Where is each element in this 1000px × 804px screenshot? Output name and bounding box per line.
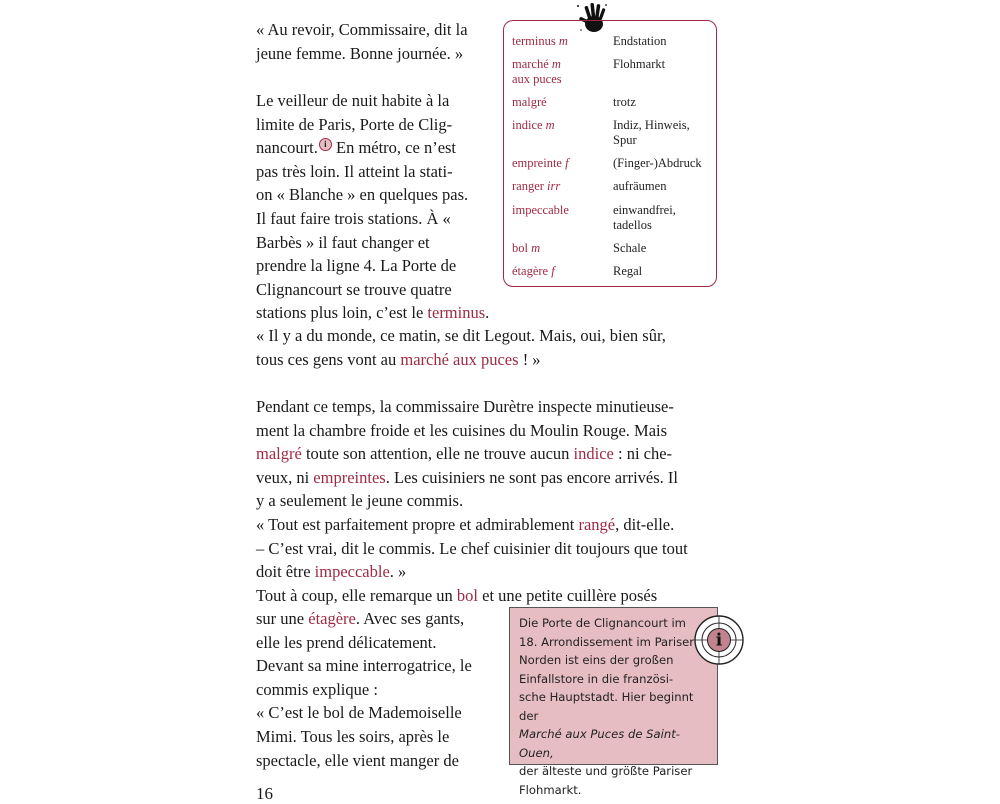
text-line: on « Blanche » en quelques pas. — [256, 185, 469, 205]
term: ranger — [512, 179, 544, 193]
glossary-entry — [512, 95, 712, 110]
info-line: Norden ist eins der großen — [519, 653, 674, 667]
text-line: Pendant ce temps, la commissaire Durètre inspecte minutieuse- — [256, 397, 674, 416]
text-line: « Tout est parfaitement propre et admirablement rangé, dit-elle. — [256, 514, 675, 534]
translation: trotz — [613, 95, 636, 109]
glossary-entry: étagère f Regal — [512, 264, 712, 279]
text-line: veux, ni empreintes. Les cuisiniers ne sont pas encore arrivés. Il — [256, 467, 679, 487]
text-line: pas très loin. Il atteint la stati- — [256, 161, 453, 181]
info-line: Die Porte de Clignancourt im — [519, 616, 686, 630]
text-line: Le veilleur de nuit habite à la — [256, 91, 450, 110]
info-marker-icon[interactable]: i — [319, 138, 332, 151]
text-line: prendre la ligne 4. La Porte de — [256, 256, 457, 276]
text-line: « Il y a du monde, ce matin, se dit Legout. Mais, oui, bien sûr, — [256, 326, 666, 345]
vocabulary-box — [503, 20, 717, 287]
glossary-term: rangé — [578, 514, 616, 534]
info-line: Flohmarkt. — [519, 782, 582, 797]
term: impeccable — [512, 203, 569, 217]
info-icon-letter: i — [715, 630, 723, 651]
text-line: tous ces gens vont au marché aux puces ! » — [256, 349, 541, 369]
glossary-entry: terminus m Endstation — [512, 34, 712, 49]
text-line: spectacle, elle vient manger de — [256, 750, 459, 770]
info-line: sche Hauptstadt. Hier beginnt der — [519, 690, 694, 723]
term: malgré — [512, 95, 547, 109]
text-line: stations plus loin, c’est le terminus. — [256, 303, 490, 323]
glossary-entry — [512, 203, 712, 233]
text-line: sur une étagère. Avec ses gants, — [256, 609, 465, 628]
glossary-entry: bol m Schale — [512, 241, 712, 256]
glossary-entry: ranger irr aufräumen — [512, 179, 712, 194]
glossary-term: bol — [456, 585, 478, 605]
paragraph-bol — [256, 607, 491, 772]
glossary-term: impeccable — [314, 562, 390, 582]
paragraph-legout — [256, 324, 718, 371]
text-line: jeune femme. Bonne journée. » — [256, 43, 464, 63]
translation: (Finger-)Abdruck — [613, 156, 702, 170]
glossary-entry: marché m aux puces Flohmarkt — [512, 57, 712, 87]
term: bol — [512, 241, 528, 255]
paragraph-inspection — [256, 395, 718, 607]
term: empreinte — [512, 156, 562, 170]
text-line: ment la chambre froide et les cuisines du Moulin Rouge. Mais — [256, 420, 668, 440]
text-line: Barbès » il faut changer et — [256, 232, 430, 252]
text-line: limite de Paris, Porte de Clig- — [256, 114, 453, 134]
text-line: elle les prend délicatement. — [256, 632, 437, 652]
text-line: Tout à coup, elle remarque un bol et une petite cuillère posés — [256, 585, 658, 605]
glossary-entry: indice m Indiz, Hinweis, Spur — [512, 118, 712, 148]
paragraph-goodbye — [256, 18, 482, 65]
term: indice — [512, 118, 543, 132]
info-line: der älteste und größte Pariser — [519, 764, 693, 778]
term: marché — [512, 57, 549, 71]
glossary-term: malgré — [256, 444, 302, 464]
text-line: y a seulement le jeune commis. — [256, 491, 464, 511]
text-line: « Au revoir, Commissaire, dit la — [256, 20, 468, 39]
text-line: « C’est le bol de Mademoiselle — [256, 703, 462, 723]
page-number: 16 — [256, 784, 273, 803]
text-line: nancourt. i En métro, ce n’est — [256, 138, 457, 158]
info-icon — [693, 614, 745, 666]
info-box — [509, 607, 718, 797]
paragraph-night-watchman — [256, 89, 490, 325]
text-line: Il faut faire trois stations. À « — [256, 208, 451, 228]
glossary-term: empreintes — [313, 467, 386, 487]
text-line: Mimi. Tous les soirs, après le — [256, 726, 450, 746]
text-line: commis explique : — [256, 679, 378, 699]
glossary-entry: empreinte f (Finger-)Abdruck — [512, 156, 712, 171]
translation: Regal — [613, 264, 643, 278]
text-line: Clignancourt se trouve quatre — [256, 279, 452, 299]
info-line: 18. Arrondissement im Pariser — [519, 634, 695, 649]
info-line: Marché aux Puces de Saint-Ouen, — [519, 727, 680, 760]
translation: einwandfrei, tadellos — [613, 203, 676, 232]
text-line: – C’est vrai, dit le commis. Le chef cuisinier dit toujours que tout — [256, 538, 688, 558]
term: terminus — [512, 34, 556, 48]
term: étagère — [512, 264, 549, 278]
translation: Endstation — [613, 34, 667, 48]
translation: Schale — [613, 241, 647, 255]
info-line: Einfallstore in die französi- — [519, 671, 674, 686]
translation: Indiz, Hinweis, Spur — [613, 118, 690, 147]
translation: aufräumen — [613, 179, 667, 193]
translation: Flohmarkt — [613, 57, 666, 71]
glossary-term: indice — [573, 444, 614, 464]
text-line: Devant sa mine interrogatrice, le — [256, 656, 472, 676]
glossary-term: terminus — [427, 303, 486, 323]
glossary-term: étagère — [308, 609, 356, 628]
glossary-term: marché aux puces — [400, 349, 519, 369]
text-line: malgré toute son attention, elle ne trouve aucun indice : ni che- — [256, 444, 673, 464]
text-line: doit être impeccable. » — [256, 562, 407, 582]
